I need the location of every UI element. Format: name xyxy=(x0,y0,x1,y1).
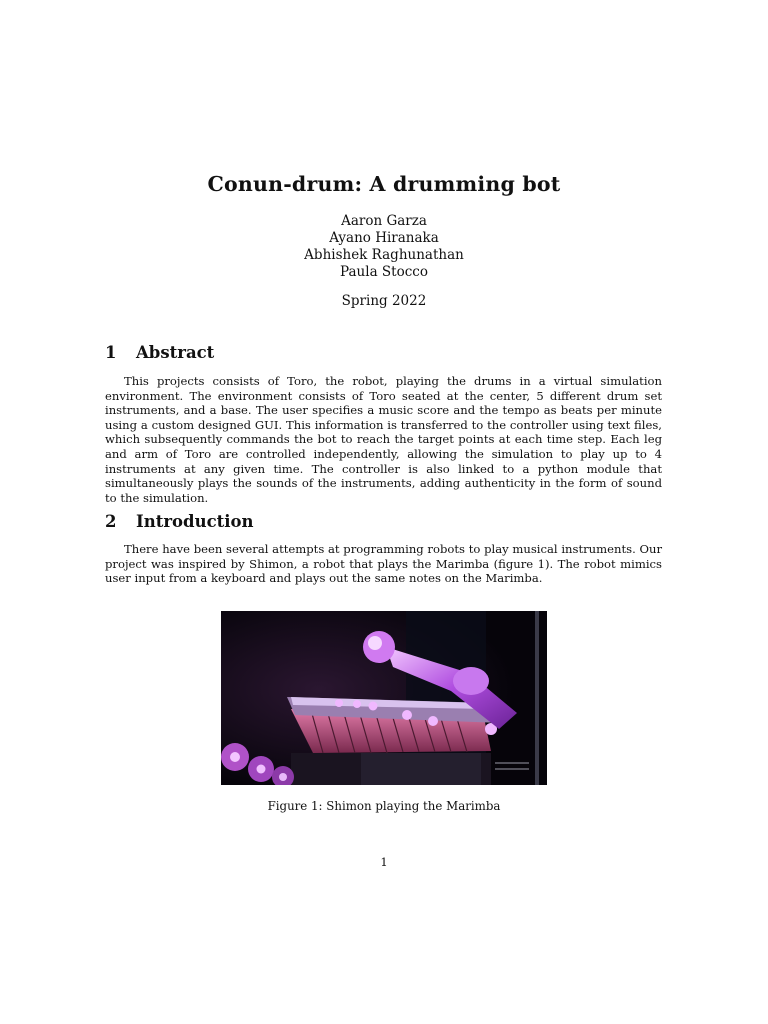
section-number: 1 xyxy=(105,343,117,362)
author-name: Paula Stocco xyxy=(340,264,428,280)
section-number: 2 xyxy=(105,512,117,531)
author-list xyxy=(0,213,768,281)
section-heading-abstract xyxy=(105,343,214,362)
figure-shimon-marimba xyxy=(221,611,547,785)
abstract-paragraph: This projects consists of Toro, the robot, playing the drums in a virtual simulation environment. The environment consists of Toro seated at the center, 5 different drum set instruments, and a base. The user specifies a music score and the tempo as beats per minute using a custom designed GUI. This information is transferred to the controller using text files, which subsequently commands the bot to reach the target points at each time step. Each leg and arm of Toro are controlled independently, allowing the simulation to play up to 4 instruments at any given time. The controller is also linked to a python module that simultaneously plays the sounds of the instruments, adding authenticity in the form of sound to the simulation. xyxy=(105,374,662,505)
figure-caption: Figure 1: Shimon playing the Marimba xyxy=(267,799,501,813)
author-name: Ayano Hiranaka xyxy=(329,230,439,246)
author-name: Abhishek Raghunathan xyxy=(304,247,464,263)
publication-date: Spring 2022 xyxy=(341,293,427,309)
author-name: Aaron Garza xyxy=(341,213,427,229)
page-number: 1 xyxy=(380,855,388,869)
section-title: Introduction xyxy=(136,512,254,531)
introduction-paragraph: There have been several attempts at programming robots to play musical instruments. Our project was inspired by Shimon, a robot that plays the Marimba (figure 1). The robot mimics user input from a keyboard and plays out the same notes on the Marimba. xyxy=(105,542,662,586)
paper-title: Conun-drum: A drumming bot xyxy=(207,172,561,196)
section-title: Abstract xyxy=(136,343,215,362)
shimon-robot-photo xyxy=(221,611,547,785)
section-heading-introduction xyxy=(105,512,254,531)
